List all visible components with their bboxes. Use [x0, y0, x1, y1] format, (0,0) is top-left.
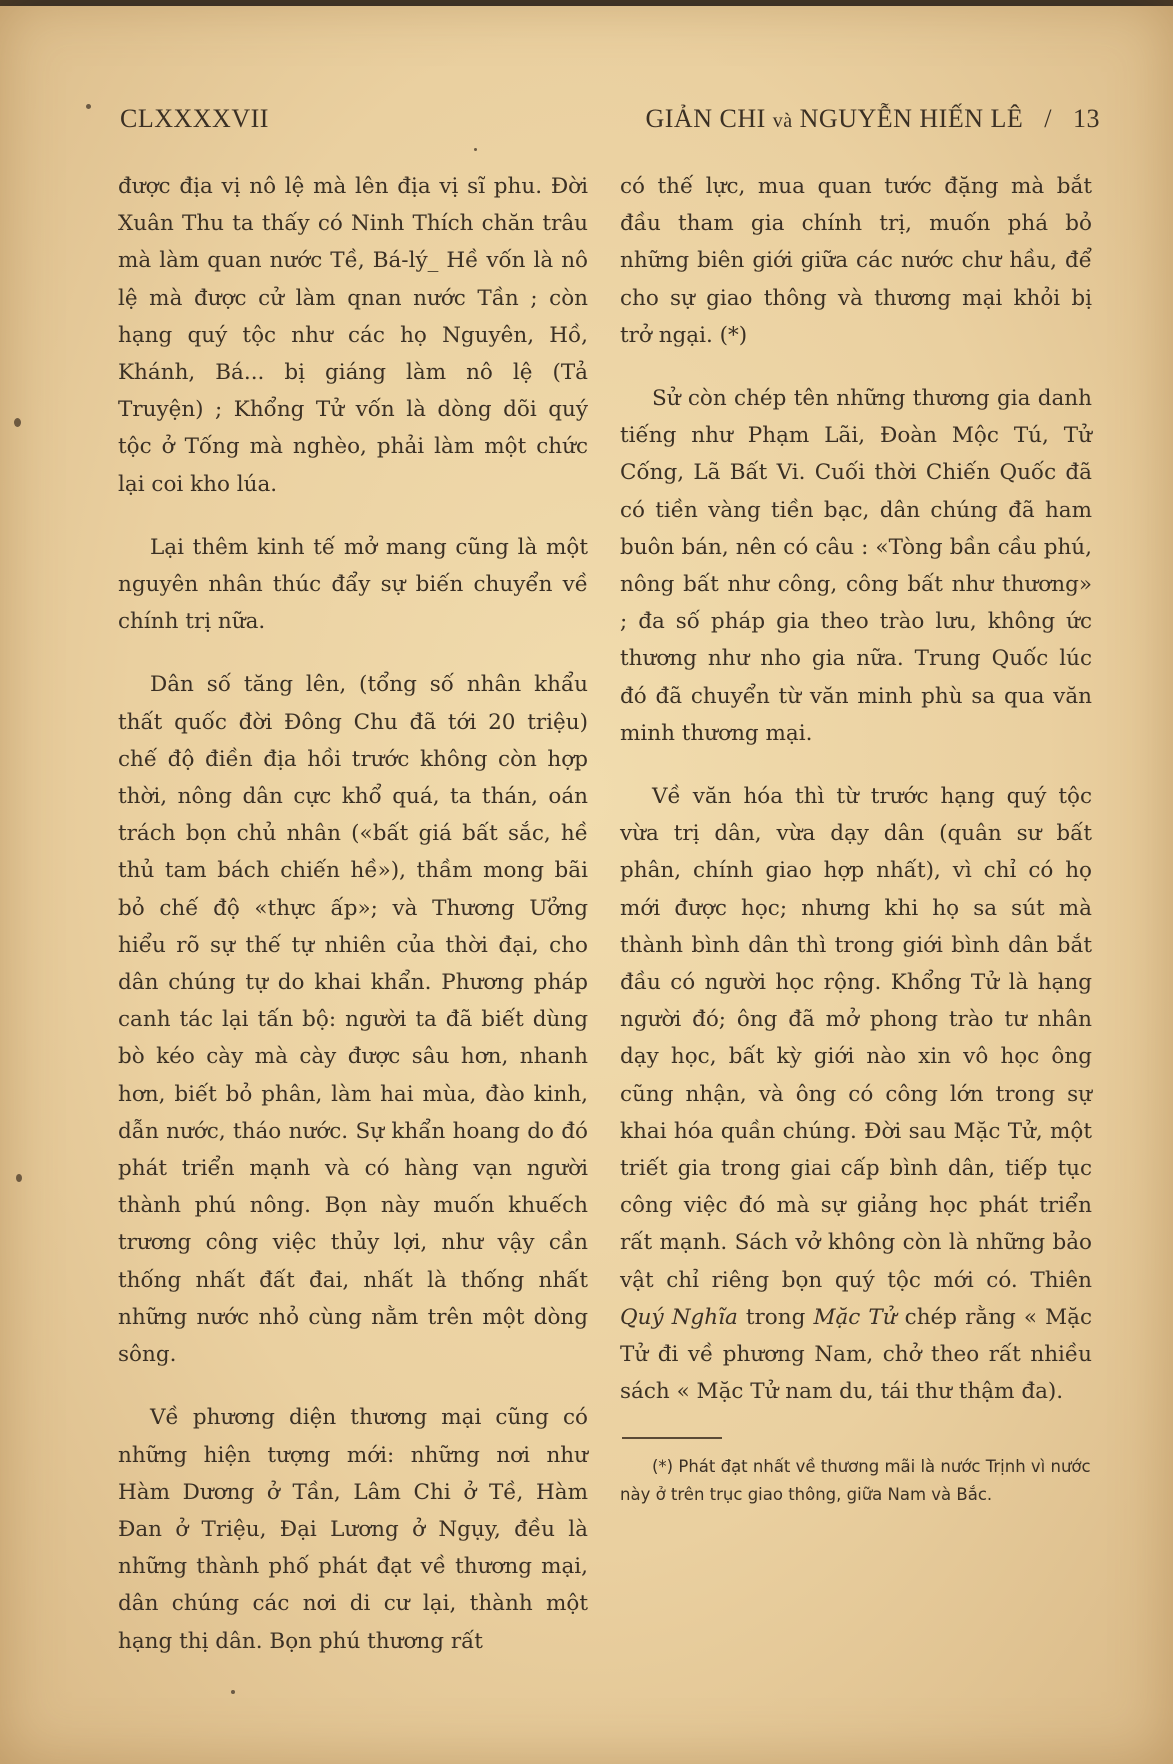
paper-speck — [16, 1174, 22, 1182]
paragraph — [620, 778, 1092, 1410]
chapter-number: CLXXXXVII — [120, 104, 269, 133]
authors-and-page — [645, 104, 1100, 134]
author-nguyen-hien-le: NGUYỄN HIẾN LÊ — [799, 104, 1024, 133]
paragraph: có thế lực, mua quan tước đặng mà bắt đầu tham gia chính trị, muốn phá bỏ những biên giới giữa các nước chư hầu, để cho sự giao thông và thương mại khỏi bị trở ngại. (*) — [620, 174, 1092, 348]
left-column — [118, 168, 588, 1686]
paper-speck — [14, 418, 21, 427]
paragraph: được địa vị nô lệ mà lên địa vị sĩ phu. Đời Xuân Thu ta thấy có Ninh Thích chăn trâu mà làm quan nước Tề, Bá-lý_ Hề vốn là nô lệ mà được cử làm qnan nước Tần ; còn hạng quý tộc như các họ Nguyên, Hồ, Khánh, Bá... bị giáng làm nô lệ (Tả Truyện) ; Khổng Tử vốn là dòng dõi quý tộc ở Tống mà nghèo, phải làm một chức lại coi kho lúa. — [118, 174, 588, 497]
paragraph: Sử còn chép tên những thương gia danh tiếng như Phạm Lãi, Đoàn Mộc Tú, Tử Cống, Lã Bất Vi. Cuối thời Chiến Quốc đã có tiền vàng tiền bạc, dân chúng đã ham buôn bán, nên có câu : «Tòng bần cầu phú, nông bất như công, công bất như thương» ; đa số pháp gia theo trào lưu, không ức thương như nho gia nữa. Trung Quốc lúc đó đã chuyển từ văn minh phù sa qua văn minh thương mại. — [620, 386, 1092, 746]
book-title: Quý Nghĩa — [620, 1304, 738, 1330]
page-number: 13 — [1073, 104, 1100, 133]
author-gian-chi: GIẢN CHI — [645, 104, 766, 133]
running-head — [120, 104, 1100, 144]
paragraph: Dân số tăng lên, (tổng số nhân khẩu thất quốc đời Đông Chu đã tới 20 triệu) chế độ điền địa hồi trước không còn hợp thời, nông dân cực khổ quá, ta thán, oán trách bọn chủ nhân («bất giá bất sắc, hề thủ tam bách chiến hề»), thầm mong bãi bỏ chế độ «thực ấp»; và Thương Ưởng hiểu rõ sự thế tự nhiên của thời đại, cho dân chúng tự do khai khẩn. Phương pháp canh tác lại tấn bộ: người ta đã biết dùng bò kéo cày mà cày được sâu hơn, nhanh hơn, biết bỏ phân, làm hai mùa, đào kinh, dẫn nước, tháo nước. Sự khẩn hoang do đó phát triển mạnh và có hàng vạn người thành phú nông. Bọn này muốn khuếch trương công việc thủy lợi, như vậy cần thống nhất đất đai, nhất là thống nhất những nước nhỏ cùng nằm trên một dòng sông. — [118, 672, 588, 1368]
footnote: (*) Phát đạt nhất về thương mãi là nước Trịnh vì nước này ở trên trục giao thông, giữa Nam và Bắc. — [620, 1456, 1091, 1504]
paragraph-text: Về văn hóa thì từ trước hạng quý tộc vừa trị dân, vừa dạy dân (quân sư bất phân, chính giao hợp nhất), vì chỉ có họ mới được học; nhưng khi họ sa sút mà thành bình dân thì trong giới bình dân bắt đầu có người học rộng. Khổng Tử là hạng người đó; ông đã mở phong trào tư nhân dạy học, bất kỳ giới nào xin vô học ông cũng nhận, và ông có công lớn trong sự khai hóa quần chúng. Đời sau Mặc Tử, một triết gia trong giai cấp bình dân, tiếp tục công việc đó mà sự giảng học phát triển rất mạnh. Sách vở không còn là những bảo vật chỉ riêng bọn quý tộc mới có. Thiên — [620, 784, 1092, 1293]
footnote-rule — [622, 1437, 722, 1439]
paragraph-text: trong — [745, 1304, 806, 1330]
paper-speck — [474, 148, 477, 151]
paper-speck — [86, 104, 91, 109]
book-title: Mặc Tử — [813, 1304, 897, 1330]
author-conjunction: và — [772, 110, 793, 132]
paper-speck — [231, 1690, 235, 1694]
header-separator: / — [1044, 104, 1052, 133]
paragraph-text: chép rằng « Mặc Tử đi về phương Nam, chở theo rất nhiều sách « Mặc Tử nam du, tái thư thậm đa). — [620, 1304, 1092, 1405]
right-column — [620, 168, 1092, 1535]
paragraph: Lại thêm kinh tế mở mang cũng là một nguyên nhân thúc đẩy sự biến chuyển về chính trị nữa. — [118, 534, 588, 635]
paragraph: Về phương diện thương mại cũng có những hiện tượng mới: những nơi như Hàm Dương ở Tần, Lâm Chi ở Tề, Hàm Đan ở Triệu, Đại Lương ở Ngụy, đều là những thành phố phát đạt về thương mại, dân chúng các nơi di cư lại, thành một hạng thị dân. Bọn phú thương rất — [118, 1405, 588, 1654]
